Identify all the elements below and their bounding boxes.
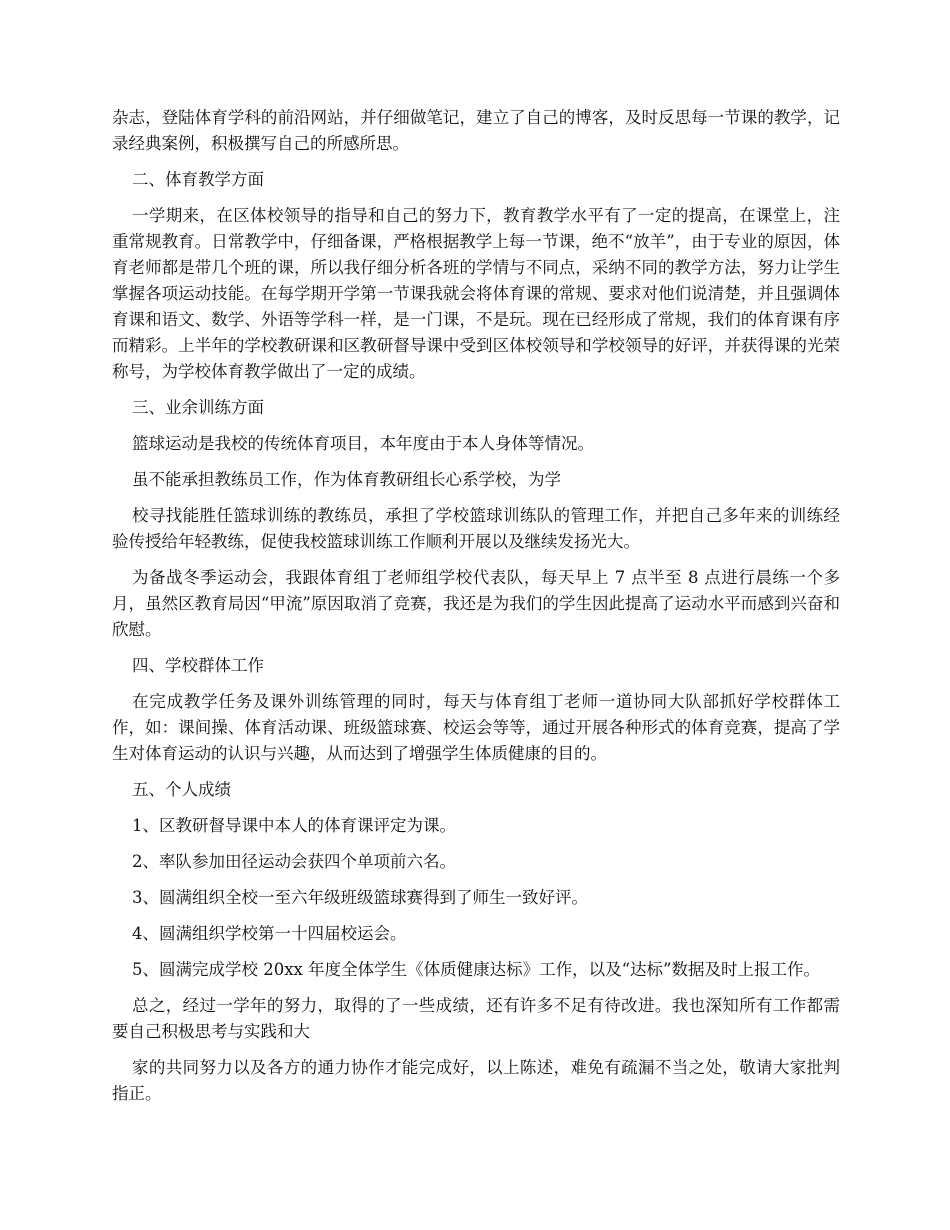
section-heading-teaching: 二、体育教学方面 bbox=[132, 170, 264, 189]
paragraph-training-4: 为备战冬季运动会，我跟体育组丁老师组学校代表队，每天早上 7 点半至 8 点进行晨练一个多月，虽然区教育局因“甲流”原因取消了竞赛，我还是为我们的学生因此提高了运动水平而感到兴奋和欣慰。 bbox=[112, 568, 840, 639]
paragraph-conclusion-1: 总之，经过一学年的努力，取得的了一些成绩，还有许多不足有待改进。我也深知所有工作都需要自己积极思考与实践和大 bbox=[112, 996, 840, 1041]
paragraph-teaching: 一学期来，在区体校领导的指导和自己的努力下，教育教学水平有了一定的提高，在课堂上，注重常规教育。日常教学中，仔细备课，严格根据教学上每一节课，绝不“放羊”，由于专业的原因，体育老师都是带几个班的课，所以我仔细分析各班的学情与不同点，采纳不同的教学方法，努力让学生掌握各项运动技能。在每学期开学第一节课我就会将体育课的常规、要求对他们说清楚，并且强调体育课和语文、数学、外语等学科一样，是一门课，不是玩。现在已经形成了常规，我们的体育课有序而精彩。上半年的学校教研课和区教研督导课中受到区体校领导和学校领导的好评，并获得课的光荣称号，为学校体育教学做出了一定的成绩。 bbox=[112, 206, 840, 381]
paragraph-conclusion-2: 家的共同努力以及各方的通力协作才能完成好，以上陈述，难免有疏漏不当之处，敬请大家批判指正。 bbox=[112, 1058, 840, 1103]
achievement-item-2: 2、率队参加田径运动会获四个单项前六名。 bbox=[132, 852, 456, 871]
paragraph-group-work: 在完成教学任务及课外训练管理的同时，每天与体育组丁老师一道协同大队部抓好学校群体工作，如：课间操、体育活动课、班级篮球赛、校运会等等，通过开展各种形式的体育竞赛，提高了学生对体育运动的认识与兴趣，从而达到了增强学生体质健康的目的。 bbox=[112, 692, 840, 763]
document-body bbox=[112, 105, 840, 1117]
achievement-item-3: 3、圆满组织全校一至六年级班级篮球赛得到了师生一致好评。 bbox=[132, 888, 588, 907]
paragraph-training-2: 虽不能承担教练员工作，作为体育教研组长心系学校，为学 bbox=[132, 470, 561, 489]
paragraph-training-3: 校寻找能胜任篮球训练的教练员，承担了学校篮球训练队的管理工作，并把自己多年来的训练经验传授给年轻教练，促使我校篮球训练工作顺利开展以及继续发扬光大。 bbox=[112, 506, 840, 551]
achievement-item-4: 4、圆满组织学校第一十四届校运会。 bbox=[132, 924, 407, 943]
paragraph-intro-continuation: 杂志，登陆体育学科的前沿网站，并仔细做笔记，建立了自己的博客，及时反思每一节课的教学，记录经典案例，积极撰写自己的所感所思。 bbox=[112, 108, 840, 153]
section-heading-group-work: 四、学校群体工作 bbox=[132, 656, 264, 675]
achievement-item-5: 5、圆满完成学校 20xx 年度全体学生《体质健康达标》工作，以及“达标”数据及时上报工作。 bbox=[132, 960, 820, 979]
section-heading-achievements: 五、个人成绩 bbox=[132, 780, 231, 799]
achievement-item-1: 1、区教研督导课中本人的体育课评定为课。 bbox=[132, 816, 456, 835]
paragraph-training-1: 篮球运动是我校的传统体育项目，本年度由于本人身体等情况。 bbox=[132, 434, 594, 453]
section-heading-training: 三、业余训练方面 bbox=[132, 398, 264, 417]
